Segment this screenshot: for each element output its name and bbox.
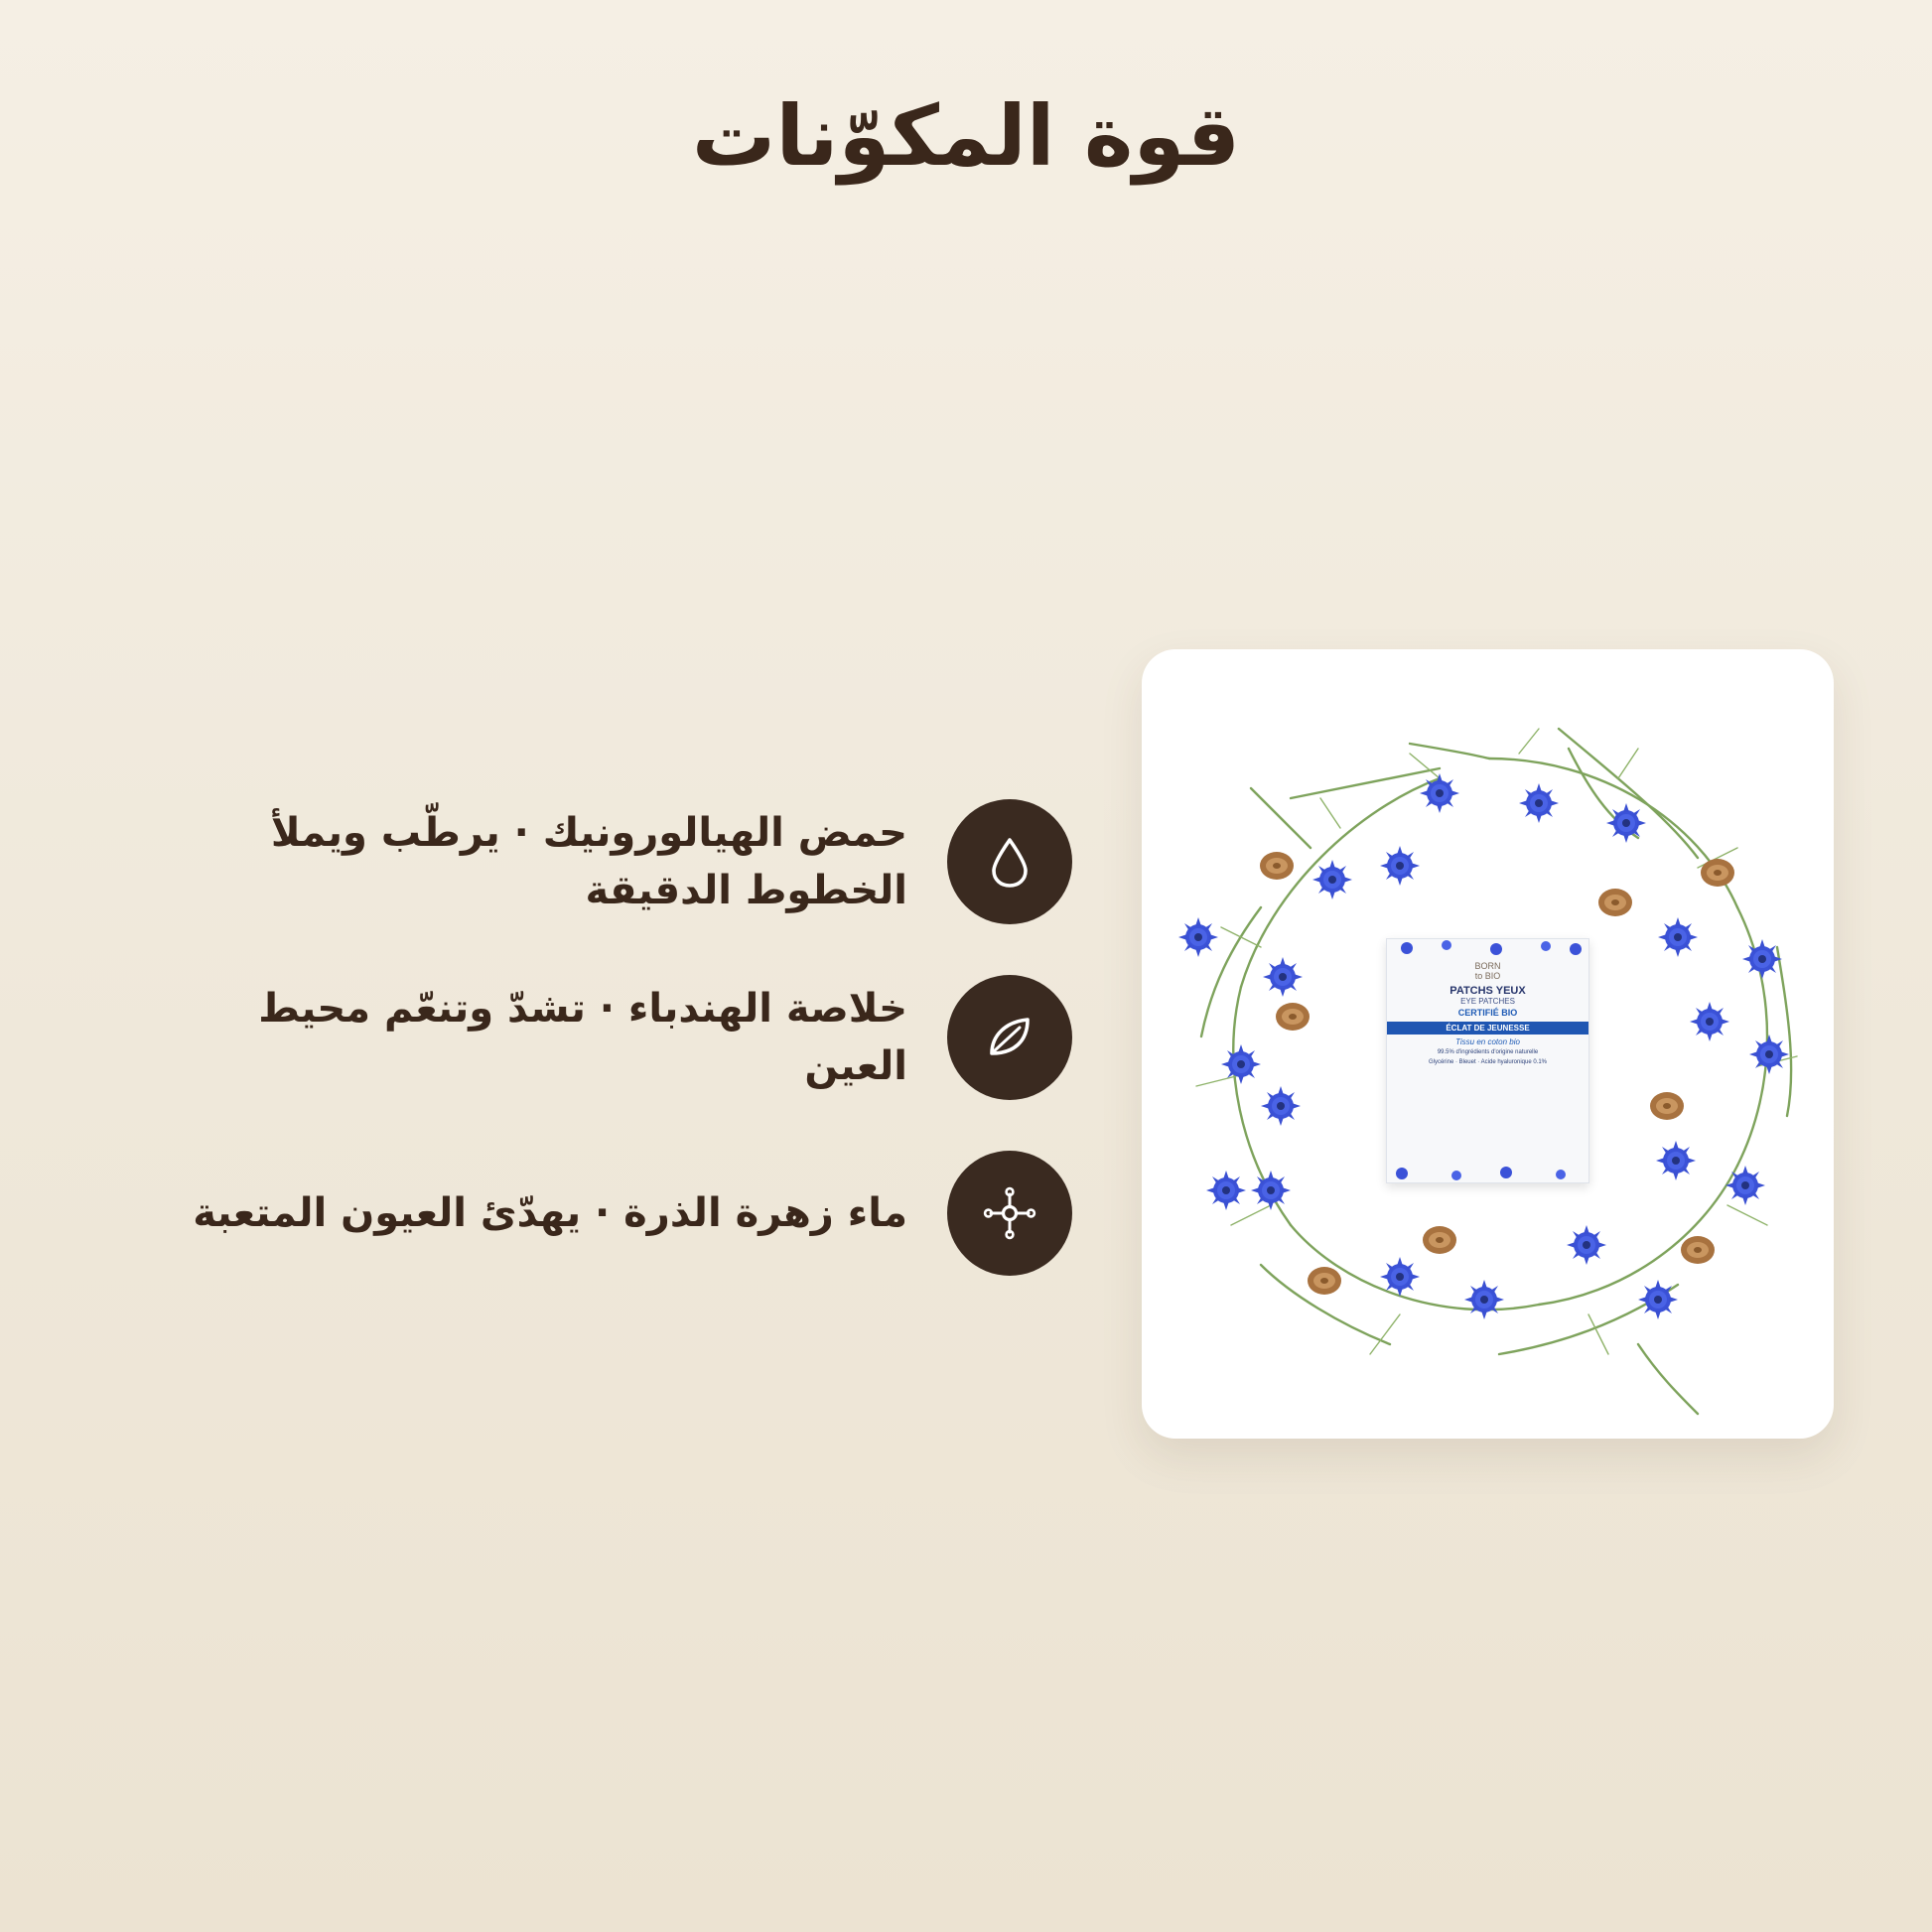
ingredient-list	[149, 799, 1072, 1326]
sachet-product-name: PATCHS YEUX	[1449, 985, 1526, 997]
sachet-brand: BORN to BIO	[1474, 961, 1501, 981]
drop-icon-badge	[947, 799, 1072, 924]
sachet-small-text-1: 99.5% d'ingrédients d'origine naturelle	[1437, 1049, 1539, 1055]
product-image-card	[1142, 649, 1834, 1439]
ingredient-item-chicory	[149, 975, 1072, 1100]
sachet-floral-bottom-icon	[1387, 1165, 1588, 1182]
page-title: قوة المكوّنات	[691, 87, 1241, 185]
ingredient-item-cornflower	[149, 1151, 1072, 1276]
leaf-icon	[980, 1008, 1039, 1067]
leaf-icon-badge	[947, 975, 1072, 1100]
drop-icon	[980, 832, 1039, 892]
sachet-certification: CERTIFIÉ BIO	[1457, 1008, 1518, 1018]
sachet-product-subname: EYE PATCHES	[1460, 997, 1515, 1006]
sachet-floral-top-icon	[1387, 939, 1588, 957]
sachet-tagline: Tissu en coton bio	[1455, 1037, 1520, 1046]
flower-icon	[980, 1183, 1039, 1243]
ingredient-text: خلاصة الهندباء · تشدّ وتنعّم محيط العين	[258, 986, 907, 1089]
ingredient-text: حمض الهيالورونيك · يرطّب ويملأ الخطوط الدقيقة	[270, 810, 907, 913]
flower-icon-badge	[947, 1151, 1072, 1276]
sachet-band: ÉCLAT DE JEUNESSE	[1387, 1022, 1588, 1035]
sachet-small-text-2: Glycérine · Bleuet · Acide hyaluronique 0.1%	[1428, 1059, 1548, 1065]
eye-patch-sachet	[1386, 938, 1589, 1183]
ingredient-item-hyaluronic	[149, 799, 1072, 924]
ingredient-text: ماء زهرة الذرة · يهدّئ العيون المتعبة	[193, 1190, 907, 1236]
